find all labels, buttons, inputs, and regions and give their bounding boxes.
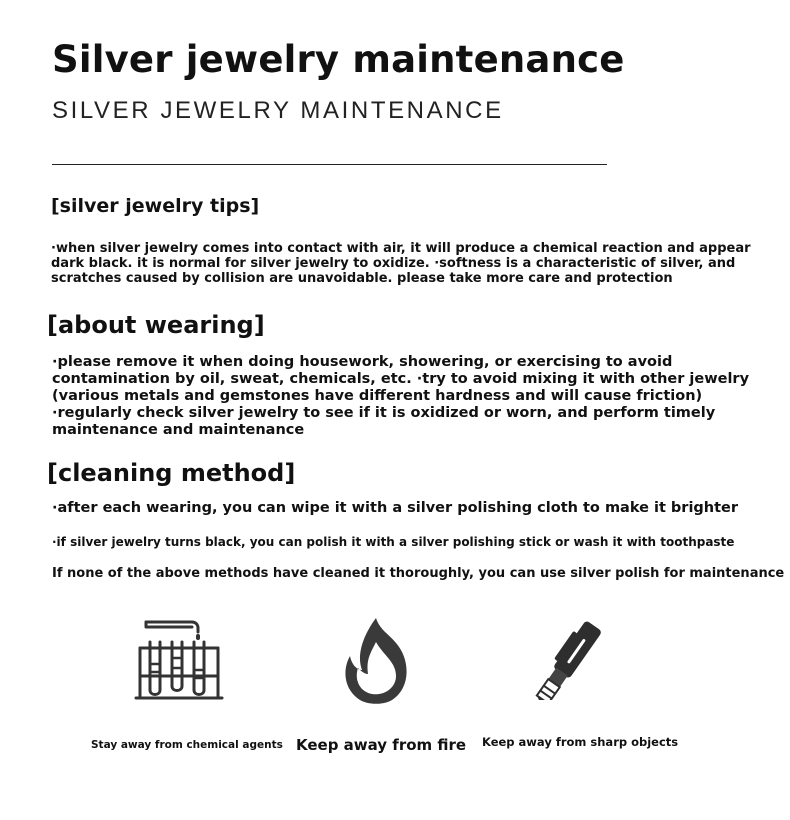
wearing-heading: [about wearing] — [47, 311, 265, 339]
cleaning-line-3: If none of the above methods have cleaned it thoroughly, you can use silver polish for maintenance — [52, 566, 785, 581]
warning-caption-chemical: Stay away from chemical agents — [91, 739, 283, 751]
utility-knife-icon — [534, 614, 618, 704]
wearing-text: ·please remove it when doing housework, showering, or exercising to avoid contamination by oil, sweat, chemicals, etc. ·try to avoid mixing it with other jewelry (various metals and gemstones have different hardness and will cause friction) ·regularly check silver jewelry to see if it is oxidized or worn, and perform timely maintenance and maintenance — [52, 354, 750, 438]
warning-caption-fire: Keep away from fire — [296, 736, 467, 754]
cleaning-line-2: ·if silver jewelry turns black, you can polish it with a silver polishing stick or wash it with toothpaste — [52, 535, 735, 549]
tips-heading: [silver jewelry tips] — [51, 195, 260, 217]
cleaning-line-1: ·after each wearing, you can wipe it with a silver polishing cloth to make it brighter — [52, 500, 739, 516]
warning-caption-sharp: Keep away from sharp objects — [482, 735, 679, 749]
page-subtitle: SILVER JEWELRY MAINTENANCE — [52, 97, 504, 124]
tips-text: ·when silver jewelry comes into contact with air, it will produce a chemical reaction and appear dark black. it is normal for silver jewelry to oxidize. ·softness is a characteristic of silver, and scratches caused by collision are unavoidable. please take more care and protection — [51, 241, 751, 286]
fire-icon — [336, 614, 416, 710]
page-title: Silver jewelry maintenance — [52, 38, 625, 81]
test-tubes-icon — [132, 612, 224, 708]
cleaning-heading: [cleaning method] — [47, 459, 296, 487]
divider — [52, 164, 607, 165]
